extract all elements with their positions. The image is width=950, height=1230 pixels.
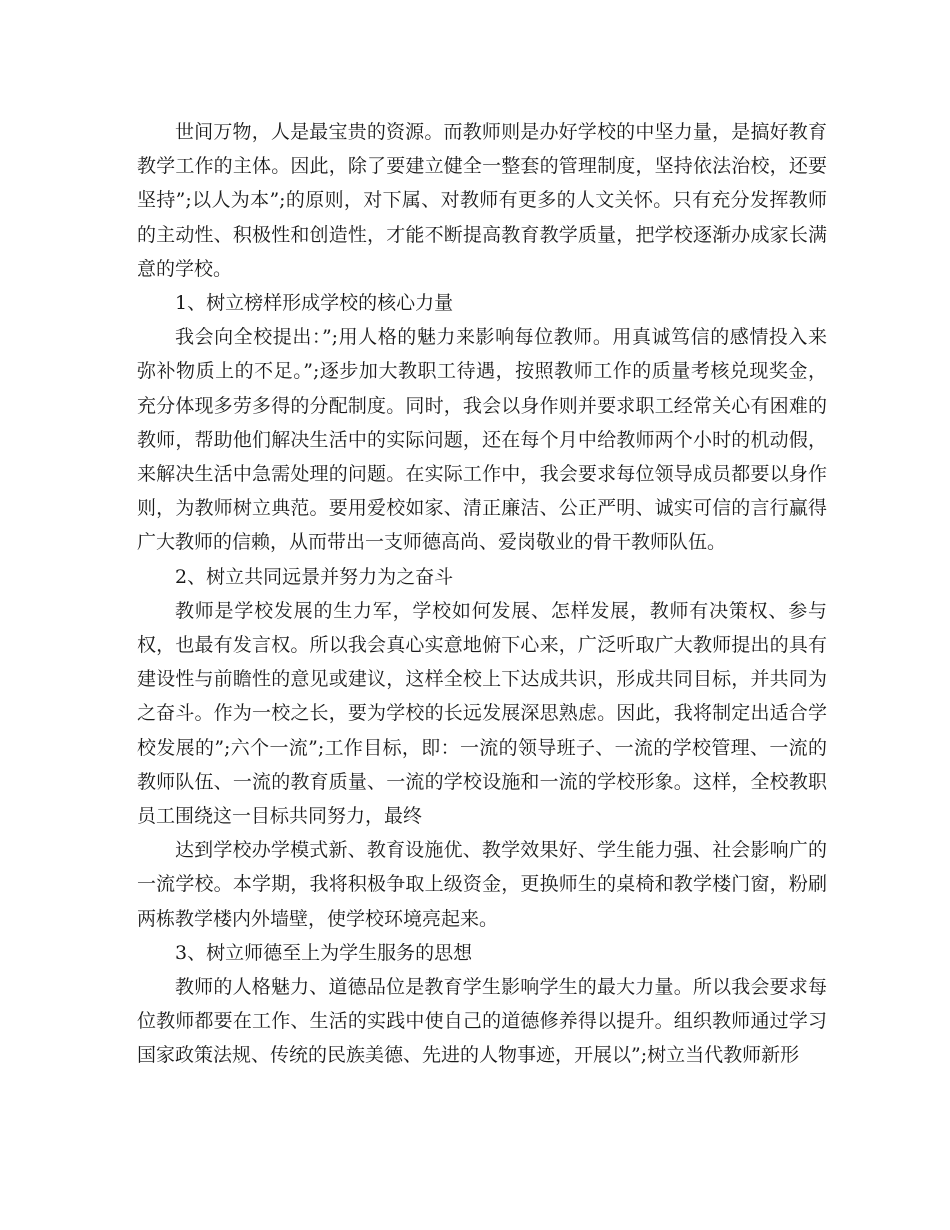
paragraph-section-3: 教师的人格魅力、道德品位是教育学生影响学生的最大力量。所以我会要求每位教师都要在工作、生活的实践中使自己的道德修养得以提升。组织教师通过学习国家政策法规、传统的民族美德、先进的人物事迹，开展以”;树立当代教师新形 (137, 976, 827, 1067)
paragraph-section-2a: 教师是学校发展的生力军，学校如何发展、怎样发展，教师有决策权、参与权，也最有发言权。所以我会真心实意地俯下心来，广泛听取广大教师提出的具有建设性与前瞻性的意见或建议，这样全校上下达成共识，形成共同目标，并共同为之奋斗。作为一校之长，要为学校的长远发展深思熟虑。因此，我将制定出适合学校发展的”;六个一流”;工作目标，即：一流的领导班子、一流的学校管理、一流的教师队伍、一流的教育质量、一流的学校设施和一流的学校形象。这样，全校教职员工围绕这一目标共同努力，最终 (137, 599, 827, 828)
section-heading-1: 1、树立榜样形成学校的核心力量 (175, 292, 454, 315)
document-body (137, 115, 827, 1073)
section-heading-3: 3、树立师德至上为学生服务的思想 (175, 941, 473, 964)
paragraph-intro: 世间万物，人是最宝贵的资源。而教师则是办好学校的中坚力量，是搞好教育教学工作的主体。因此，除了要建立健全一整套的管理制度，坚持依法治校，还要坚持”;以人为本”;的原则，对下属、对教师有更多的人文关怀。只有充分发挥教师的主动性、积极性和创造性，才能不断提高教育教学质量，把学校逐渐办成家长满意的学校。 (137, 121, 827, 280)
paragraph-section-1: 我会向全校提出：”;用人格的魅力来影响每位教师。用真诚笃信的感情投入来弥补物质上的不足。”;逐步加大教职工待遇，按照教师工作的质量考核兑现奖金，充分体现多劳多得的分配制度。同时，我会以身作则并要求职工经常关心有困难的教师，帮助他们解决生活中的实际问题，还在每个月中给教师两个小时的机动假，来解决生活中急需处理的问题。在实际工作中，我会要求每位领导成员都要以身作则，为教师树立典范。要用爱校如家、清正廉洁、公正严明、诚实可信的言行赢得广大教师的信赖，从而带出一支师德高尚、爱岗敬业的骨干教师队伍。 (137, 326, 827, 554)
paragraph-section-2b: 达到学校办学模式新、教育设施优、教学效果好、学生能力强、社会影响广的一流学校。本学期，我将积极争取上级资金，更换师生的桌椅和教学楼门窗，粉刷两栋教学楼内外墙壁，使学校环境亮起来。 (137, 839, 827, 930)
section-heading-2: 2、树立共同远景并努力为之奋斗 (175, 565, 454, 588)
